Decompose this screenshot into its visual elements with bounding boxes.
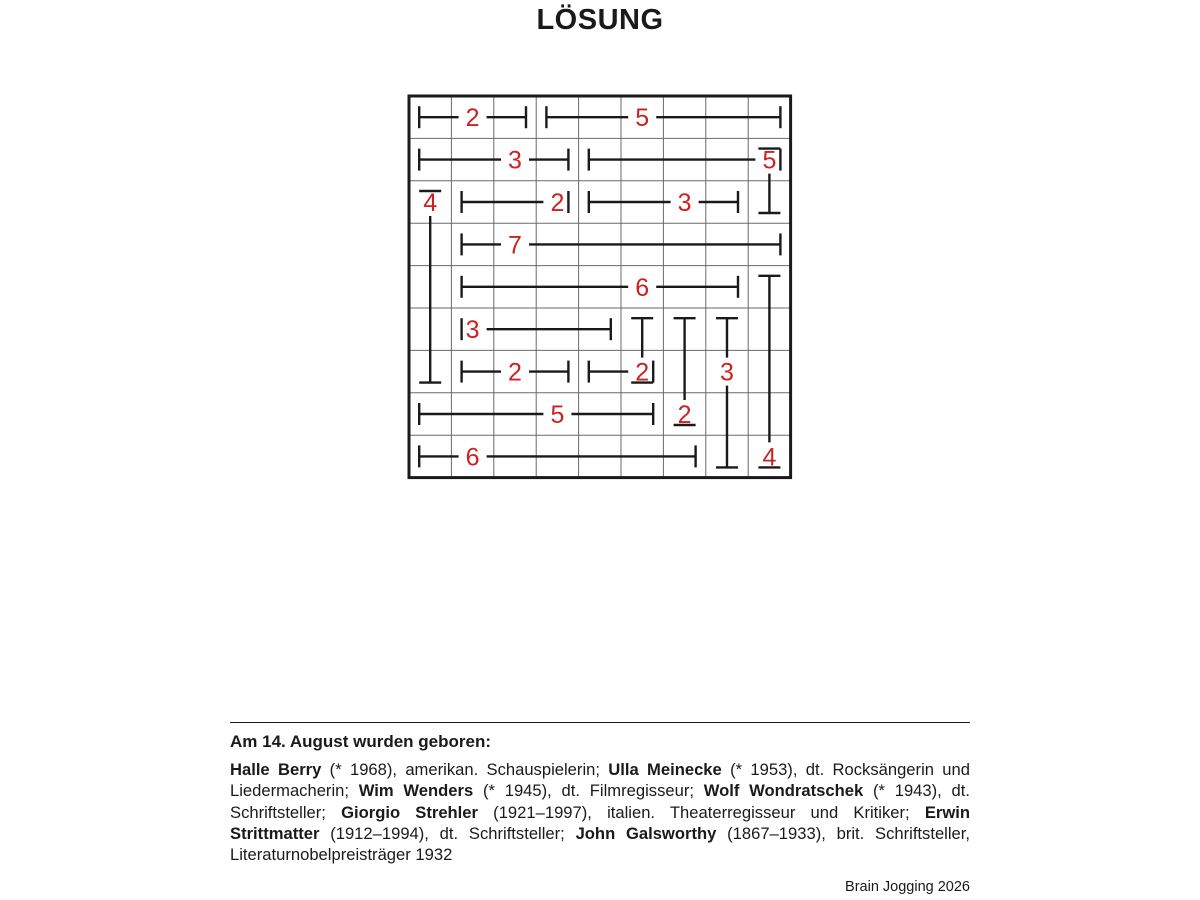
cell-number: 7	[508, 231, 522, 260]
page-title: LÖSUNG	[536, 4, 664, 36]
divider	[230, 722, 970, 723]
footer-credit: Brain Jogging 2026	[845, 879, 970, 895]
cell-number: 5	[762, 146, 777, 175]
person-details: (* 1953), dt. Rocksängerin und Liedermacherin;	[230, 760, 970, 801]
cell-number: 6	[465, 443, 480, 472]
person-name: Ulla Meinecke	[608, 760, 722, 779]
cell-number: 3	[465, 316, 480, 345]
person-details: (1921–1997), italien. Theaterregisseur und Kritiker;	[477, 802, 925, 822]
person-name: Wolf Wondratschek	[703, 781, 864, 801]
person-details: (* 1943), dt. Schriftsteller;	[230, 781, 970, 822]
person-name: John Galsworthy	[575, 823, 717, 843]
cell-number: 6	[635, 273, 650, 302]
cell-number: 4	[423, 189, 438, 217]
cell-number: 2	[465, 104, 480, 133]
cell-number: 5	[635, 104, 650, 133]
cell-number: 4	[762, 443, 777, 472]
cell-number: 3	[720, 358, 734, 387]
cell-number: 5	[550, 401, 565, 429]
cell-number: 2	[550, 189, 565, 217]
person-details: (1912–1994), dt. Schriftsteller;	[319, 823, 576, 843]
cell-number: 2	[635, 358, 650, 387]
cell-number: 2	[508, 358, 522, 387]
person-details: (1867–1933), brit. Schriftsteller, Literaturnobelpreisträger 1932	[230, 823, 970, 865]
person-name: Erwin Strittmatter	[230, 802, 970, 843]
person-details: (* 1945), dt. Filmregisseur;	[473, 781, 704, 801]
cell-number: 3	[677, 189, 692, 217]
birthdays-heading: Am 14. August wurden geboren:	[230, 732, 492, 751]
birthdays-text	[230, 759, 970, 865]
cell-number: 3	[508, 146, 522, 175]
person-name: Wim Wenders	[358, 781, 474, 801]
person-details: (* 1968), amerikan. Schauspielerin;	[321, 760, 609, 779]
person-name: Giorgio Strehler	[341, 802, 478, 822]
cell-number: 2	[677, 401, 692, 429]
person-name: Halle Berry	[230, 760, 322, 779]
